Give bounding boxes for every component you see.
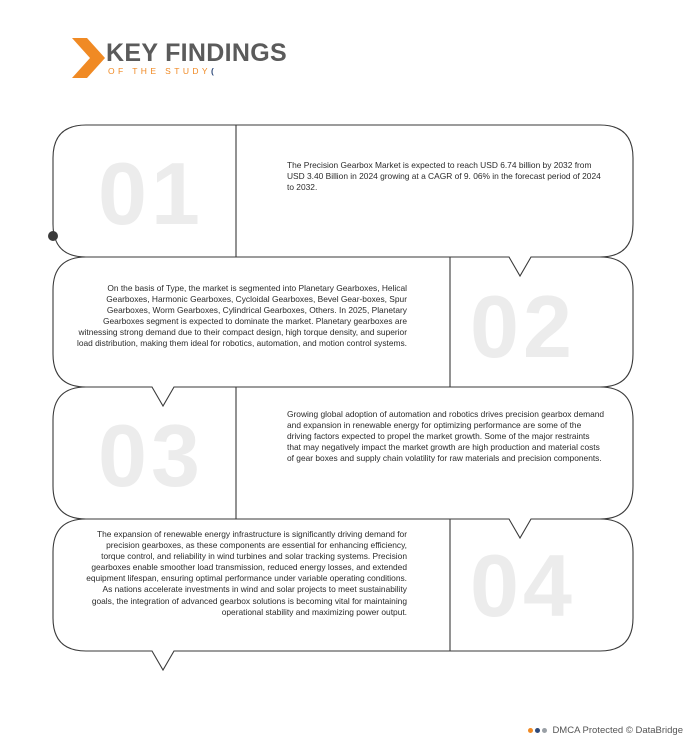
dots-icon bbox=[528, 728, 547, 733]
footer-text: DMCA Protected © DataBridge bbox=[552, 725, 683, 736]
subtitle-text: OF THE STUDY bbox=[108, 66, 211, 76]
dot bbox=[535, 728, 540, 733]
flow-start-dot bbox=[48, 231, 58, 241]
finding-number: 02 bbox=[470, 277, 576, 376]
dot bbox=[542, 728, 547, 733]
finding-text: On the basis of Type, the market is segmented into Planetary Gearboxes, Helical Gearboxes, Harmonic Gearboxes, Cycloidal Gearboxes, Bevel Gear-boxes, Spur Gearboxes, Worm Gearboxes, Cylindrical Gearboxes, Others. In 2025, Planetary Gearboxes segment is expected to dominate the market. Planetary gearboxes are witnessing strong demand due to their compact design, high torque density, and superior load distribution, making them ideal for robotics, automation, and motion control systems. bbox=[76, 283, 407, 349]
finding-number: 01 bbox=[98, 144, 204, 243]
dot bbox=[528, 728, 533, 733]
finding-text: The Precision Gearbox Market is expected to reach USD 6.74 billion by 2032 from USD 3.40 Billion in 2024 growing at a CAGR of 9. 06% in the forecast period of 2024 to 2032. bbox=[287, 160, 601, 193]
footer-watermark bbox=[528, 725, 683, 736]
finding-number: 04 bbox=[470, 536, 576, 635]
subtitle-mark: ( bbox=[210, 66, 214, 76]
finding-text: Growing global adoption of automation and robotics drives precision gearbox demand and expansion in renewable energy for optimizing performance are some of the driving factors expected to propel the market growth. Some of the major restraints that may negatively impact the market growth are high production and material costs of gear boxes and supply chain volatility for raw materials and precision components. bbox=[287, 409, 605, 464]
page-title: KEY FINDINGS bbox=[106, 39, 287, 67]
finding-text: The expansion of renewable energy infrastructure is significantly driving demand for precision gearboxes, as these components are essential for enhancing efficiency, torque control, and reliability in wind turbines and solar tracking systems. Precision gearboxes enable smoother load transmission, reduced energy losses, and extended equipment lifespan, ensuring optimal performance under variable operating conditions. As nations accelerate investments in wind and solar projects to meet sustainability goals, the integration of advanced gearbox solutions is becoming vital for maintaining operational stability and maximizing power output. bbox=[86, 529, 407, 617]
finding-number: 03 bbox=[98, 406, 204, 505]
